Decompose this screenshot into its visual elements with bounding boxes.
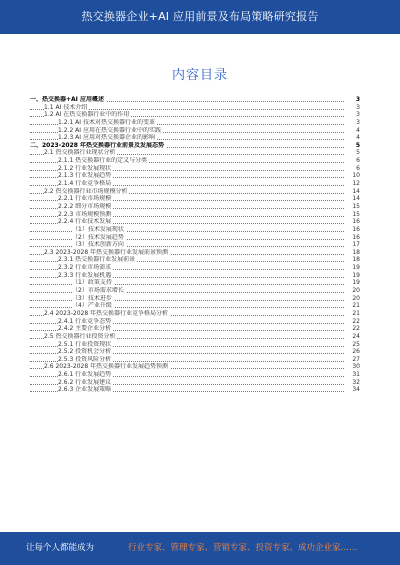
- toc-entry[interactable]: [30, 287, 360, 295]
- toc-entry-title: （1）技术发展现状: [72, 225, 124, 233]
- toc-entry[interactable]: [30, 256, 360, 264]
- toc-entry-title: （2）技术发展趋势: [72, 233, 124, 241]
- toc-entry-page: 26: [352, 348, 360, 356]
- toc-entry-title: 2.2.3 市场规模预测: [58, 210, 112, 218]
- toc-entry[interactable]: [30, 272, 360, 280]
- toc-entry[interactable]: [30, 279, 360, 287]
- toc-entry-title: 2.6.1 行业发展趋势: [58, 371, 112, 379]
- toc-entry-page: 18: [352, 248, 360, 256]
- toc-entry-page: 25: [352, 340, 360, 348]
- toc-entry-title: 2.5.1 行业投资现状: [58, 340, 112, 348]
- toc-entry[interactable]: [30, 188, 360, 196]
- toc-entry-page: 4: [356, 134, 360, 142]
- toc-entry[interactable]: [30, 218, 360, 226]
- toc-entry[interactable]: [30, 264, 360, 272]
- toc-entry[interactable]: [30, 234, 360, 242]
- toc-entry[interactable]: [30, 325, 360, 333]
- toc-entry[interactable]: [30, 310, 360, 318]
- toc-entry-page: 31: [352, 371, 360, 379]
- toc-entry[interactable]: [30, 157, 360, 165]
- toc-entry-page: 16: [352, 233, 360, 241]
- toc-entry-title: 2.1.2 行业发展现状: [58, 164, 112, 172]
- toc-entry-page: 18: [352, 256, 360, 264]
- toc-entry-title: 2.4 2023-2028 年热交换器行业竞争格局分析: [44, 309, 169, 317]
- toc-entry-page: 19: [352, 279, 360, 287]
- toc-heading: 内容目录: [171, 68, 228, 83]
- toc-entry[interactable]: [30, 295, 360, 303]
- toc-entry-page: 14: [352, 187, 360, 195]
- toc-entry-page: 5: [355, 141, 360, 149]
- toc-entry-page: 19: [352, 271, 360, 279]
- toc-entry[interactable]: [30, 119, 360, 127]
- toc-entry-page: 15: [352, 202, 360, 210]
- toc-entry-title: （3）技术进步: [72, 294, 112, 302]
- toc-entry[interactable]: [30, 172, 360, 180]
- toc-entry[interactable]: [30, 333, 360, 341]
- toc-entry-title: 2.4.1 行业竞争态势: [58, 317, 112, 325]
- toc-entry-page: 3: [356, 111, 360, 119]
- toc-entry-title: 1.1 AI 技术介绍: [44, 103, 88, 111]
- toc-entry-title: 2.1.3 行业发展趋势: [58, 172, 112, 180]
- toc-entry-title: 2.1.4 行业竞争格局: [58, 180, 112, 188]
- toc-entry-page: 21: [352, 309, 360, 317]
- header-bar: [0, 0, 400, 34]
- toc-entry-title: 2.4.2 主要企业分析: [58, 325, 112, 333]
- toc-entry[interactable]: [30, 104, 360, 112]
- footer-roles: 行业专家、管理专家、营销专家、投资专家、成功企业家……: [128, 543, 358, 553]
- toc-entry-page: 20: [352, 294, 360, 302]
- toc-entry[interactable]: [30, 142, 360, 150]
- toc-entry-page: 3: [356, 118, 360, 126]
- toc-entry-page: 19: [352, 264, 360, 272]
- toc-entry-page: 27: [352, 355, 360, 363]
- toc-entry[interactable]: [30, 386, 360, 394]
- toc-entry-page: 22: [352, 317, 360, 325]
- toc-entry-title: 2.2.2 细分市场规模: [58, 202, 112, 210]
- table-of-contents: [30, 96, 360, 394]
- toc-entry-page: 34: [352, 386, 360, 394]
- toc-entry[interactable]: [30, 195, 360, 203]
- toc-entry-page: 30: [352, 363, 360, 371]
- toc-entry-page: 3: [356, 103, 360, 111]
- toc-entry-title: 2.1 热交换器行业现状分析: [44, 149, 116, 157]
- toc-entry-title: 1.2.3 AI 应用对热交换器企业的影响: [58, 134, 155, 142]
- toc-entry-title: 2.2.1 行业市场规模: [58, 195, 112, 203]
- toc-entry-title: 2.5 热交换器行业投资分析: [44, 332, 116, 340]
- footer-bar: [0, 532, 400, 565]
- toc-entry[interactable]: [30, 149, 360, 157]
- toc-entry[interactable]: [30, 211, 360, 219]
- toc-entry-page: 6: [356, 157, 360, 165]
- toc-entry[interactable]: [30, 96, 360, 104]
- toc-entry-page: 17: [352, 241, 360, 249]
- toc-entry-title: 2.6.3 企业发展策略: [58, 386, 112, 394]
- toc-entry-page: 15: [352, 210, 360, 218]
- toc-entry-page: 3: [355, 96, 360, 103]
- toc-entry[interactable]: [30, 226, 360, 234]
- toc-entry-page: 4: [356, 126, 360, 134]
- toc-entry[interactable]: [30, 356, 360, 364]
- toc-entry-title: （4）产业升级: [72, 302, 112, 310]
- toc-entry-title: 2.5.2 投资机会分析: [58, 348, 112, 356]
- toc-entry[interactable]: [30, 127, 360, 135]
- toc-entry-page: 22: [352, 325, 360, 333]
- toc-entry-title: 2.2 热交换器行业市场规模分析: [44, 187, 128, 195]
- toc-entry[interactable]: [30, 318, 360, 326]
- toc-entry-title: （2）市场需求增长: [72, 287, 124, 295]
- toc-entry[interactable]: [30, 165, 360, 173]
- toc-entry-page: 12: [352, 180, 360, 188]
- toc-entry-title: （3）技术创新方向: [72, 241, 124, 249]
- toc-entry[interactable]: [30, 241, 360, 249]
- toc-entry-page: 21: [352, 302, 360, 310]
- toc-entry-page: 20: [352, 287, 360, 295]
- toc-entry-page: 16: [352, 218, 360, 226]
- toc-entry-title: 2.3 2023-2028 年热交换器行业发展前景预测: [44, 248, 169, 256]
- toc-entry-title: 1.2.1 AI 技术对热交换器行业的变革: [58, 118, 155, 126]
- toc-entry-page: 14: [352, 195, 360, 203]
- toc-entry[interactable]: [30, 203, 360, 211]
- toc-entry[interactable]: [30, 379, 360, 387]
- toc-entry[interactable]: [30, 363, 360, 371]
- toc-entry-title: 2.3.3 行业发展机遇: [58, 271, 112, 279]
- toc-entry-title: 2.1.1 热交换器行业的定义与分类: [58, 157, 148, 165]
- toc-entry-page: 16: [352, 225, 360, 233]
- toc-entry-title: 2.2.4 行业技术发展: [58, 218, 112, 226]
- toc-entry-page: 24: [352, 332, 360, 340]
- toc-entry-page: 32: [352, 378, 360, 386]
- toc-entry[interactable]: [30, 134, 360, 142]
- toc-entry-page: 10: [352, 172, 360, 180]
- toc-entry-title: （1）政策支持: [72, 279, 112, 287]
- toc-entry-page: 6: [356, 164, 360, 172]
- toc-entry[interactable]: [30, 111, 360, 119]
- report-title: 热交换器企业+AI 应用前景及布局策略研究报告: [81, 10, 319, 23]
- toc-entry-title: 一、热交换器+AI 应用概述: [30, 96, 104, 103]
- toc-entry[interactable]: [30, 180, 360, 188]
- toc-entry-title: 2.6.2 行业发展建议: [58, 378, 112, 386]
- footer-lead: 让每个人都能成为: [26, 543, 95, 553]
- toc-entry-title: 2.6 2023-2028 年热交换器行业发展趋势预测: [44, 363, 169, 371]
- toc-entry-title: 2.5.3 投资风险分析: [58, 355, 112, 363]
- toc-entry-title: 2.3.2 行业市场需求: [58, 264, 112, 272]
- toc-entry[interactable]: [30, 341, 360, 349]
- toc-entry-title: 1.2 AI 在热交换器行业中的作用: [44, 111, 130, 119]
- toc-entry-title: 2.3.1 热交换器行业发展前景: [58, 256, 136, 264]
- toc-entry[interactable]: [30, 249, 360, 257]
- toc-entry[interactable]: [30, 348, 360, 356]
- toc-entry-title: 二、2023-2028 年热交换器行业前景及发展态势: [30, 141, 164, 149]
- toc-entry[interactable]: [30, 371, 360, 379]
- toc-entry-page: 5: [356, 149, 360, 157]
- toc-entry[interactable]: [30, 302, 360, 310]
- toc-entry-title: 1.2.2 AI 应用在热交换器行业中的实践: [58, 126, 161, 134]
